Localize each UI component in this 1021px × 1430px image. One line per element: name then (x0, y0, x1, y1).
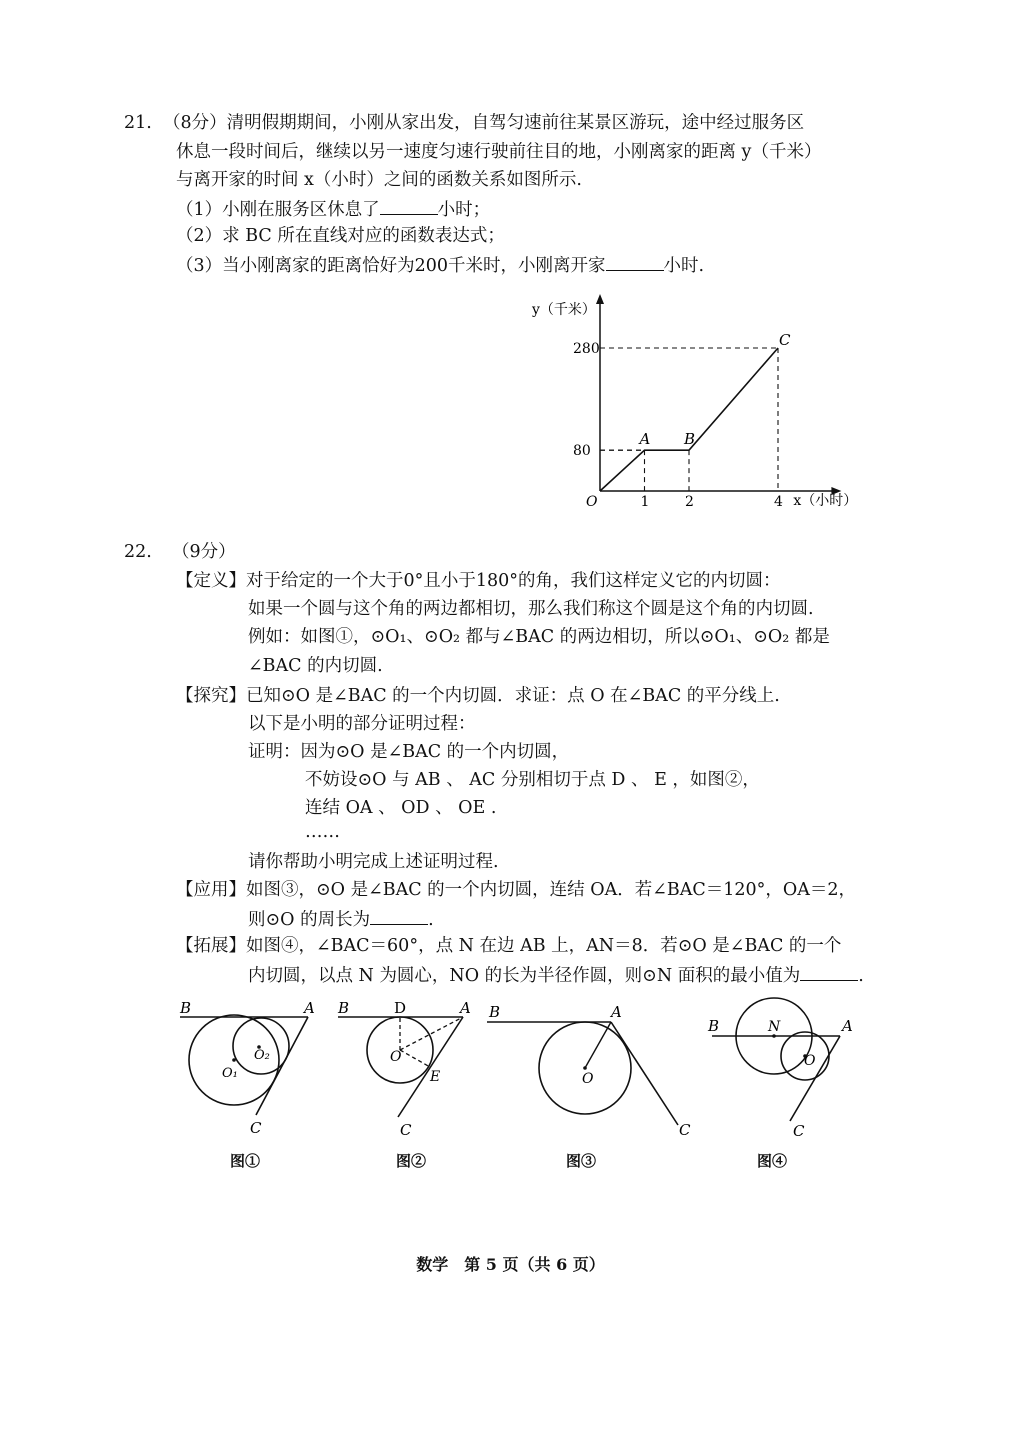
ray-ac (611, 1022, 678, 1125)
q22-explore-3: 证明：因为⊙O 是∠BAC 的一个内切圆， (248, 742, 570, 762)
point-label: B (684, 430, 696, 449)
q22-apply-2-pre: 则⊙O 的周长为 (248, 910, 371, 930)
point-label: C (779, 331, 791, 349)
ray-ac (256, 1017, 308, 1115)
fig3-caption: 图③ (566, 1152, 597, 1170)
answer-blank[interactable] (800, 962, 858, 981)
q22-apply-1: 【应用】如图③，⊙O 是∠BAC 的一个内切圆，连结 OA．若∠BAC＝120°，OA＝2， (176, 880, 857, 900)
q21-line2: 休息一段时间后，继续以另一速度匀速行驶前往目的地，小刚离家的距离 y（千米） (176, 142, 822, 162)
x-axis-label: x（小时） (793, 493, 858, 509)
fig3-label: A (611, 1003, 622, 1021)
ray-ac (398, 1017, 463, 1117)
y-axis-arrow (596, 294, 604, 304)
q22-definition-2: 如果一个圆与这个角的两边都相切，那么我们称这个圆是这个角的内切圆. (248, 599, 814, 619)
fig2-caption: 图② (396, 1152, 427, 1170)
y-tick-label: 280 (573, 341, 600, 357)
fig1-caption: 图① (230, 1152, 261, 1170)
answer-blank[interactable] (606, 252, 664, 271)
figure-1 (170, 995, 320, 1140)
q22-extend-2-pre: 内切圆，以点 N 为圆心，NO 的长为半径作圆，则⊙N 面积的最小值为 (248, 966, 801, 986)
figure-3 (483, 995, 703, 1140)
fig1-label: C (250, 1119, 262, 1137)
q21-sub1-pre: （1）小刚在服务区休息了 (176, 200, 380, 220)
x-tick-label: 1 (640, 494, 650, 510)
fig2-label: C (400, 1121, 412, 1139)
fig2-label: O (390, 1049, 402, 1065)
q21-sub3-pre: （3）当小刚离家的距离恰好为200千米时，小刚离开家 (176, 256, 606, 276)
point-o (583, 1066, 587, 1070)
q21-sub1-post: 小时； (437, 200, 491, 220)
q22-extend-1: 【拓展】如图④，∠BAC＝60°，点 N 在边 AB 上，AN＝8．若⊙O 是∠BAC 的一个 (176, 936, 842, 956)
fig3-label: C (679, 1121, 691, 1139)
q22-explore-5: 连结 OA 、 OD 、 OE . (305, 798, 497, 818)
fig3-label: B (489, 1003, 501, 1021)
q21-sub3-post: 小时. (663, 256, 705, 276)
fig4-label: C (793, 1122, 805, 1140)
segment-oa (585, 1022, 611, 1068)
segment-oe (400, 1050, 430, 1067)
fig1-label: A (304, 999, 315, 1017)
q22-apply-2 (248, 906, 434, 932)
fig4-label: N (768, 1019, 781, 1035)
q21-sub1 (176, 196, 490, 222)
x-tick-label: 2 (685, 494, 694, 510)
fig1-label: O₁ (222, 1066, 238, 1081)
distance-time-chart (520, 292, 900, 522)
fig1-label: O₂ (254, 1048, 270, 1063)
figure-4 (700, 995, 865, 1140)
y-tick-label: 80 (573, 443, 591, 460)
y-axis-label: y（千米） (532, 302, 596, 318)
circle-o2 (233, 1018, 289, 1074)
point-label: A (639, 430, 651, 449)
fig4-label: O (804, 1053, 816, 1069)
q21-line3: 与离开家的时间 x（小时）之间的函数关系如图所示. (176, 170, 582, 190)
fig4-caption: 图④ (757, 1152, 788, 1170)
q22-explore-4: 不妨设⊙O 与 AB 、 AC 分别相切于点 D 、 E ，如图②， (305, 770, 760, 790)
q21-number: 21. (124, 113, 152, 133)
origin-label: O (586, 494, 598, 510)
answer-blank[interactable] (370, 906, 428, 925)
fig2-label: B (338, 999, 350, 1017)
q21-line1: （8分）清明假期期间，小刚从家出发，自驾匀速前往某景区游玩，途中经过服务区 (163, 113, 805, 133)
q22-definition-3: 例如：如图①，⊙O₁、⊙O₂ 都与∠BAC 的两边相切，所以⊙O₁、⊙O₂ 都是 (248, 627, 830, 647)
answer-blank[interactable] (380, 196, 438, 215)
q22-explore-7: 请你帮助小明完成上述证明过程. (248, 852, 499, 872)
fig3-label: O (582, 1071, 594, 1087)
q21-sub2: （2）求 BC 所在直线对应的函数表达式； (176, 226, 505, 246)
fig2-label: A (460, 999, 471, 1017)
q22-explore-6: …… (305, 822, 340, 842)
fig2-label: E (430, 1069, 441, 1085)
fig4-label: B (708, 1017, 720, 1035)
segment-oa (400, 1017, 463, 1050)
x-tick-label: 4 (774, 494, 783, 510)
q22-definition-1: 【定义】对于给定的一个大于0°且小于180°的角，我们这样定义它的内切圆： (176, 571, 781, 591)
q22-explore-2: 以下是小明的部分证明过程： (248, 714, 476, 734)
fig1-label: B (180, 999, 192, 1017)
fig2-label: D (394, 999, 407, 1017)
q22-number: 22. (124, 542, 152, 562)
q22-extend-2-post: . (858, 966, 864, 986)
q22-extend-2 (248, 962, 864, 988)
fig4-label: A (842, 1017, 853, 1035)
q22-definition-4: ∠BAC 的内切圆. (248, 656, 383, 676)
point-o1 (232, 1058, 236, 1062)
q22-apply-2-post: . (428, 910, 434, 930)
q22-explore-1: 【探究】已知⊙O 是∠BAC 的一个内切圆．求证：点 O 在∠BAC 的平分线上. (176, 686, 780, 706)
figure-2 (330, 995, 480, 1140)
page-footer: 数学 第 5 页（共 6 页） (416, 1255, 605, 1274)
q22-score: （9分） (172, 542, 236, 562)
q21-sub3 (176, 252, 704, 278)
